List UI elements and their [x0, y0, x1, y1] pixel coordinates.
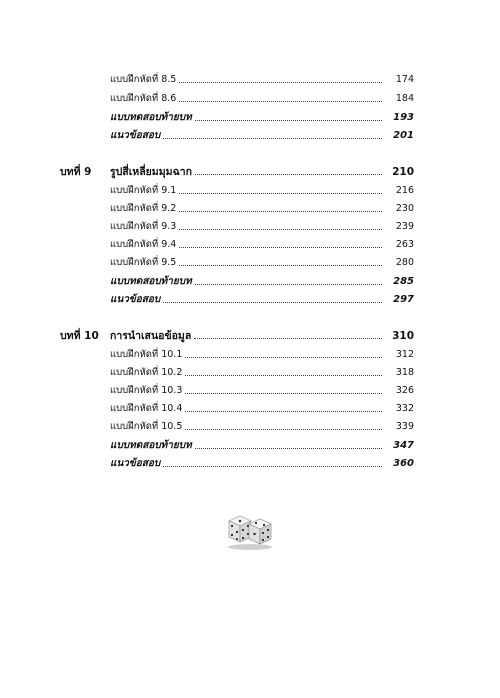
dot-leader — [179, 264, 382, 266]
toc-entry-label: แบบฝึกหัดที่ 10.5 — [110, 421, 183, 432]
toc-entry-label: แบบฝึกหัดที่ 8.6 — [110, 93, 177, 104]
toc-entry-page: 339 — [395, 421, 414, 432]
toc-entry — [110, 290, 414, 306]
dot-leader — [179, 81, 382, 83]
toc-entry — [110, 381, 414, 397]
toc-entry-page: 318 — [395, 367, 414, 378]
toc-entry — [110, 235, 414, 251]
toc-entry-page: 184 — [395, 93, 414, 104]
toc-entry — [110, 108, 414, 124]
dot-leader — [195, 447, 382, 449]
dot-leader — [185, 374, 382, 376]
dot-leader — [179, 246, 382, 248]
dot-leader — [195, 119, 382, 121]
dot-leader — [195, 283, 382, 285]
toc-entry — [110, 70, 414, 86]
toc-entry — [110, 253, 414, 269]
chapter-title: การนำเสนอข้อมูล — [110, 330, 192, 342]
toc-entry — [110, 417, 414, 433]
toc-entry-page: 263 — [395, 239, 414, 250]
toc-entry-label: แบบทดสอบท้ายบท — [110, 440, 192, 451]
toc-entry-label: แบบฝึกหัดที่ 9.5 — [110, 257, 177, 268]
toc-entry-label: แบบฝึกหัดที่ 9.2 — [110, 203, 177, 214]
chapter-page: 310 — [392, 330, 414, 342]
dot-leader — [194, 337, 382, 339]
toc-entry — [110, 217, 414, 233]
toc-entry — [110, 126, 414, 142]
dot-leader — [185, 410, 382, 412]
toc-entry-label: แนวข้อสอบ — [110, 130, 161, 141]
toc-entry-page: 230 — [395, 203, 414, 214]
toc-entry-page: 201 — [393, 130, 414, 141]
dot-leader — [185, 356, 382, 358]
toc-entry — [110, 89, 414, 105]
chapter-title: รูปสี่เหลี่ยมมุมฉาก — [110, 166, 192, 178]
toc-entry-page: 216 — [395, 185, 414, 196]
dot-leader — [179, 192, 382, 194]
dot-leader — [163, 465, 382, 467]
toc-entry-page: 297 — [393, 294, 414, 305]
dot-leader — [179, 100, 382, 102]
dice-icon — [226, 512, 274, 550]
dot-leader — [179, 210, 382, 212]
toc-entry-page: 193 — [393, 112, 414, 123]
toc-entry-page: 285 — [393, 276, 414, 287]
toc-entry-label: แบบฝึกหัดที่ 10.2 — [110, 367, 183, 378]
dot-leader — [195, 173, 382, 175]
toc-entry — [110, 436, 414, 452]
dot-leader — [185, 428, 382, 430]
toc-entry-page: 347 — [393, 440, 414, 451]
toc-entry — [110, 272, 414, 288]
chapter-number: บทที่ 9 — [60, 166, 92, 178]
toc-entry-label: แบบฝึกหัดที่ 10.3 — [110, 385, 183, 396]
toc-entry-label: แบบฝึกหัดที่ 9.3 — [110, 221, 177, 232]
chapter-page: 210 — [392, 166, 414, 178]
toc-entry-page: 280 — [395, 257, 414, 268]
toc-entry-label: แบบทดสอบท้ายบท — [110, 112, 192, 123]
toc-entry — [110, 454, 414, 470]
dot-leader — [179, 228, 382, 230]
toc-entry — [110, 399, 414, 415]
dot-leader — [163, 301, 382, 303]
dot-leader — [185, 392, 382, 394]
dot-leader — [163, 137, 382, 139]
toc-entry-label: แบบทดสอบท้ายบท — [110, 276, 192, 287]
toc-entry-page: 332 — [395, 403, 414, 414]
toc-entry-label: แบบฝึกหัดที่ 9.4 — [110, 239, 177, 250]
toc-entry-label: แบบฝึกหัดที่ 8.5 — [110, 74, 177, 85]
chapter-number: บทที่ 10 — [60, 330, 99, 342]
toc-entry-page: 326 — [395, 385, 414, 396]
toc-entry-label: แนวข้อสอบ — [110, 294, 161, 305]
chapter-heading — [60, 326, 414, 342]
toc-entry-label: แบบฝึกหัดที่ 9.1 — [110, 185, 177, 196]
toc-entry-page: 239 — [395, 221, 414, 232]
toc-entry-page: 174 — [395, 74, 414, 85]
chapter-heading — [60, 162, 414, 178]
toc-entry — [110, 199, 414, 215]
toc-entry-page: 312 — [395, 349, 414, 360]
toc-entry-page: 360 — [393, 458, 414, 469]
toc-entry — [110, 345, 414, 361]
toc-entry-label: แบบฝึกหัดที่ 10.1 — [110, 349, 183, 360]
toc-entry-label: แนวข้อสอบ — [110, 458, 161, 469]
toc-entry-label: แบบฝึกหัดที่ 10.4 — [110, 403, 183, 414]
toc-entry — [110, 181, 414, 197]
toc-entry — [110, 363, 414, 379]
